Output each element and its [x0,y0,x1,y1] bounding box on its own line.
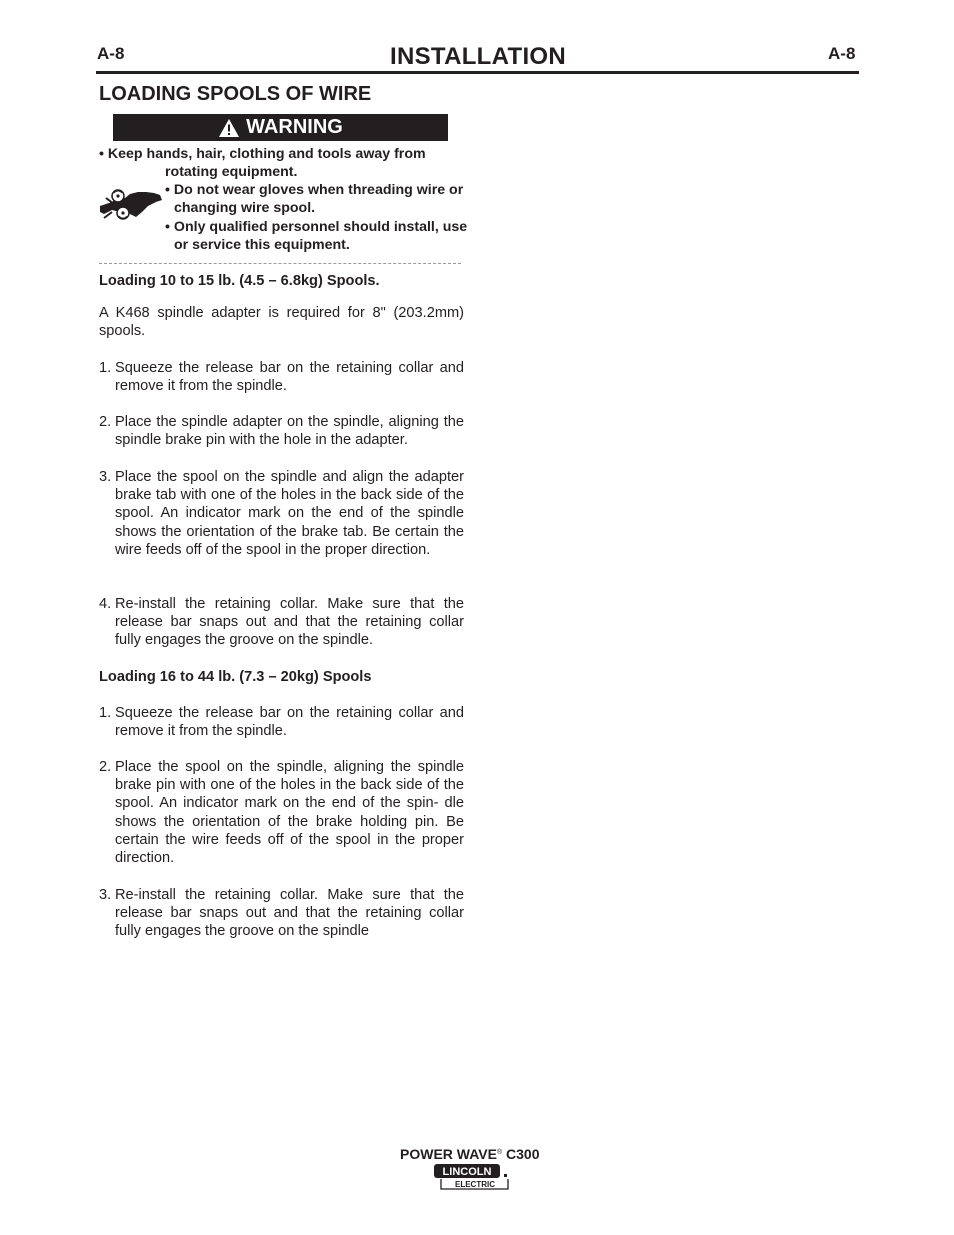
svg-text:LINCOLN: LINCOLN [442,1166,492,1178]
step-number: 1. [99,360,112,376]
step-4 [99,595,464,650]
warning-item-first-line: • Keep hands, hair, clothing and tools away from [99,146,426,162]
bullet: • [165,219,174,235]
warning-item-text: Only qualified personnel should install, use or service this equipment. [173,219,468,254]
registered-mark: ® [496,1149,503,1156]
step-number: 2. [99,759,112,775]
warning-item-continuation: rotating equipment. [165,164,298,181]
warning-banner [113,114,448,141]
step-number: 2. [99,414,112,430]
page-number-left: A-8 [97,44,125,63]
warning-item-qualified-personnel [165,218,475,254]
lincoln-electric-logo [433,1163,513,1191]
page-number-right: A-8 [828,44,856,63]
step-1 [99,359,464,395]
bullet: • [165,182,174,198]
step-text: Re-install the retaining collar. Make sure that the release bar snaps out and that the retaining collar fully engages the groove on the spindle. [115,596,464,649]
svg-text:ELECTRIC: ELECTRIC [455,1180,495,1189]
step-number: 1. [99,705,112,721]
warning-label: WARNING [246,116,343,138]
step-2 [99,413,464,449]
section-title: INSTALLATION [390,43,567,70]
warning-item-gloves [165,181,475,217]
warning-triangle-icon [218,118,240,138]
warning-item-text: Do not wear gloves when threading wire or changing wire spool. [173,182,464,217]
warning-divider [99,263,461,264]
header-rule [96,71,859,74]
step-2 [99,758,464,867]
step-number: 3. [99,887,112,903]
section-heading-10-15lb: Loading 10 to 15 lb. (4.5 – 6.8kg) Spools. [99,273,380,289]
step-text: Place the spool on the spindle, aligning the spindle brake pin with one of the holes in the back side of the spool. An indicator mark on the end of the spin- dle shows the orientation of the brake holding pin. Be certain the wire feeds off of the spool in the proper direction. [115,759,464,867]
step-text: Place the spindle adapter on the spindle, aligning the spindle brake pin with the hole in the adapter. [115,414,464,449]
rotating-equipment-hazard-icon [98,184,166,226]
step-number: 4. [99,596,112,612]
step-number: 3. [99,469,112,485]
section-heading-16-44lb: Loading 16 to 44 lb. (7.3 – 20kg) Spools [99,669,372,685]
spindle-adapter-note: A K468 spindle adapter is required for 8" (203.2mm) spools. [99,305,464,340]
step-1 [99,704,464,740]
footer-model-name: POWER WAVE® C300 [400,1146,540,1162]
step-3 [99,886,464,941]
subsection-title: LOADING SPOOLS OF WIRE [99,83,372,105]
step-3 [99,468,464,559]
step-text: Place the spool on the spindle and align the adapter brake tab with one of the holes in the back side of the spool. An indicator mark on the end of the spindle shows the orientation of the brake tab. Be certain the wire feeds off of the spool in the proper direction. [115,469,464,558]
step-text: Squeeze the release bar on the retaining collar and remove it from the spindle. [115,360,464,395]
warning-item-hands [99,145,479,181]
step-text: Squeeze the release bar on the retaining collar and remove it from the spindle. [115,705,464,740]
step-text: Re-install the retaining collar. Make sure that the release bar snaps out and that the retaining collar fully engages the groove on the spindle [115,887,464,940]
